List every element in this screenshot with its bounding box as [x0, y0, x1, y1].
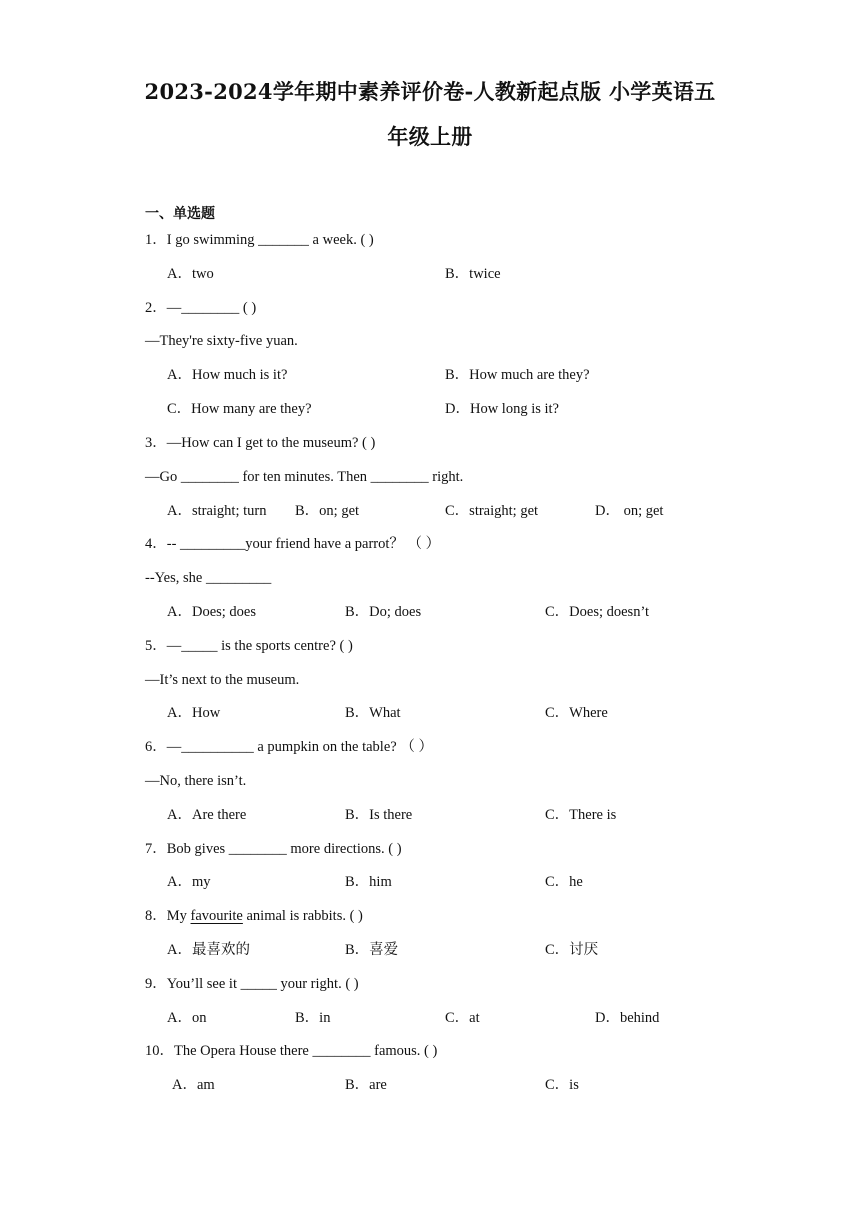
document-title-line1: 2023-2024学年期中素养评价卷-人教新起点版 小学英语五	[144, 79, 716, 104]
section-heading: 一、单选题	[145, 206, 215, 222]
question-9-stem: 9．You’ll see it _____ your right. ( )	[145, 976, 359, 992]
question-9-option-d[interactable]: D．behind	[595, 1010, 660, 1026]
question-7-option-b[interactable]: B．him	[345, 874, 392, 890]
question-9-option-a[interactable]: A．on	[167, 1010, 207, 1026]
question-2-option-a[interactable]: A．How much is it?	[167, 367, 288, 383]
question-1-option-a[interactable]: A．two	[167, 266, 214, 282]
question-6-option-a[interactable]: A．Are there	[167, 807, 247, 823]
question-3-stem: 3．—How can I get to the museum? ( )	[145, 435, 376, 451]
question-3-option-a[interactable]: A．straight; turn	[167, 503, 267, 519]
question-2-option-d[interactable]: D．How long is it?	[445, 401, 559, 417]
question-9-option-b[interactable]: B．in	[295, 1010, 331, 1026]
question-8-option-a[interactable]: A．最喜欢的	[167, 942, 250, 958]
question-9-option-c[interactable]: C．at	[445, 1010, 480, 1026]
question-4-option-b[interactable]: B．Do; does	[345, 604, 422, 620]
question-3-option-b[interactable]: B．on; get	[295, 503, 360, 519]
question-5-stem: 5．—_____ is the sports centre? ( )	[145, 638, 353, 654]
question-2-option-b[interactable]: B．How much are they?	[445, 367, 590, 383]
question-2-option-c[interactable]: C．How many are they?	[167, 401, 312, 417]
question-6-option-b[interactable]: B．Is there	[345, 807, 413, 823]
question-8-option-b[interactable]: B．喜爱	[345, 942, 399, 958]
question-6-option-c[interactable]: C．There is	[545, 807, 617, 823]
question-2-stem: 2．—________ ( )	[145, 300, 257, 316]
question-4-option-a[interactable]: A．Does; does	[167, 604, 257, 620]
document-title-line2: 年级上册	[387, 124, 473, 149]
question-8-option-c[interactable]: C．讨厌	[545, 942, 599, 958]
question-3-option-c[interactable]: C．straight; get	[445, 503, 539, 519]
question-3-option-d[interactable]: D． on; get	[595, 503, 664, 519]
question-10-stem: 10．The Opera House there ________ famous. ( )	[145, 1043, 438, 1059]
question-1-option-b[interactable]: B．twice	[445, 266, 501, 282]
question-7-stem: 7．Bob gives ________ more directions. ( )	[145, 841, 402, 857]
question-4-reply: --Yes, she _________	[145, 570, 272, 586]
question-5-reply: —It’s next to the museum.	[145, 672, 300, 688]
question-8-stem-post: animal is rabbits. ( )	[242, 908, 363, 924]
question-10-option-a[interactable]: A．am	[172, 1077, 215, 1093]
question-3-reply: —Go ________ for ten minutes. Then ________ right.	[145, 469, 464, 485]
question-5-option-a[interactable]: A．How	[167, 705, 221, 721]
question-1-stem: 1．I go swimming _______ a week. ( )	[145, 232, 374, 248]
underlined-word: favourite	[190, 908, 243, 924]
question-8-stem	[145, 907, 363, 925]
question-10-option-c[interactable]: C．is	[545, 1077, 579, 1093]
question-6-stem: 6．—__________ a pumpkin on the table? （ ）	[145, 739, 433, 755]
question-7-option-a[interactable]: A．my	[167, 874, 211, 890]
question-5-option-b[interactable]: B．What	[345, 705, 401, 721]
question-8-stem-pre: 8．My	[145, 908, 191, 924]
question-10-option-b[interactable]: B．are	[345, 1077, 387, 1093]
question-5-option-c[interactable]: C．Where	[545, 705, 608, 721]
question-4-option-c[interactable]: C．Does; doesn’t	[545, 604, 650, 620]
question-7-option-c[interactable]: C．he	[545, 874, 583, 890]
question-4-stem: 4．-- _________your friend have a parrot？ （ ）	[145, 536, 441, 552]
question-2-reply: —They're sixty-five yuan.	[145, 333, 298, 349]
question-6-reply: —No, there isn’t.	[145, 773, 247, 789]
